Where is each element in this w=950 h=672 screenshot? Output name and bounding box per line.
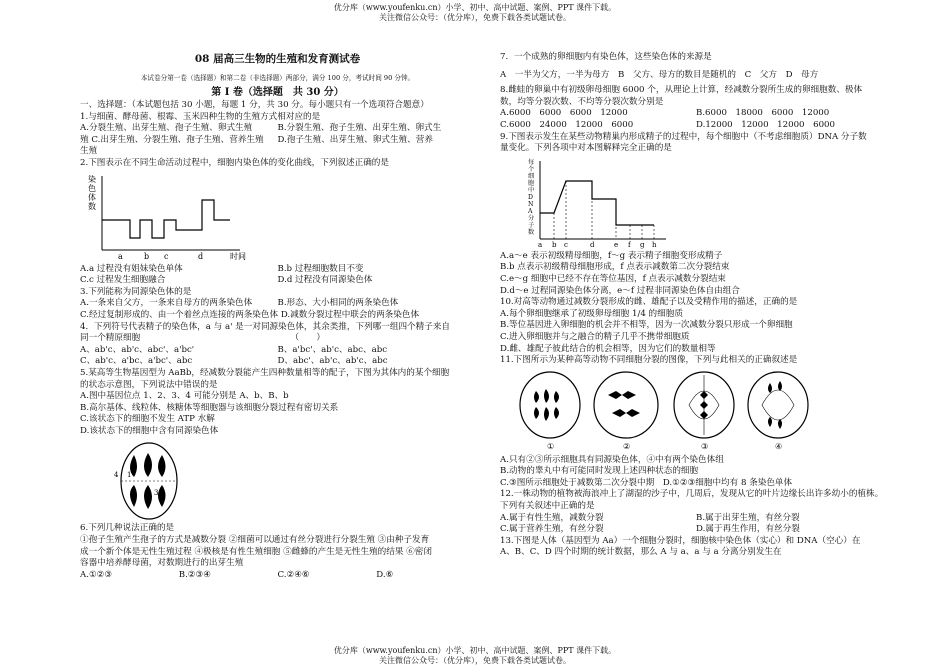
q7-option-c: C 父方 [744,69,777,80]
q13-stem-1: 13.下图是人体（基因型为 Aa）一个细胞分裂时，细胞核中染色体（实心）和 DNA（空心）在 [500,535,861,546]
q3-option-c-d [80,310,475,322]
q6-line-3: 容器中培养酵母菌，对数期进行的出芽生殖 [80,558,244,569]
fig9-ylabel-2: 个 [528,165,535,173]
q4-option-b: B、a'bc'、ab'c、abc、abc [277,344,388,355]
fig2-xlabel: 时间 [230,251,246,261]
fig11-label-4: ④ [775,441,783,451]
q12-option-d: D.属于再生作用，有丝分裂 [696,524,800,535]
q1-option-d: D.孢子生殖、出芽生殖、卵式生殖、营养 [277,134,433,145]
q7-stem: 7．一个成熟的卵细胞内有染色体，这些染色体的来源是 [500,52,712,62]
q12-options-row2 [500,524,892,536]
q9-option-b: B.b 点表示初级精母细胞形成，f 点表示减数第二次分裂结束 [500,262,730,273]
q8-option-d: D.12000 12000 12000 6000 [696,119,835,130]
q12-options-row1 [500,513,892,525]
q8-stem-1: 8.雌蛙的卵巢中有初级卵母细胞 6000 个，从理论上计算，经减数分裂所生成的卵细胞数、极体 [500,85,863,96]
fig9-ylabel-4: 胞 [528,179,535,187]
q12-stem-2: 下列有关叙述中正确的是 [500,501,595,512]
fig9-guides [554,181,654,239]
fig5-locus-2: 2 [145,489,150,498]
q12-option-a: A.属于有性生殖，减数分裂 [500,512,604,523]
q2-options-row2 [80,275,475,287]
fig9-ylabel-6: D [528,193,533,201]
q5-cell-figure [94,439,254,521]
right-column [500,52,892,559]
q4-stem-1: 4．下列符号代表精子的染色体，a 与 a' 是一对同源染色体，其余类推，下列哪一组四个精子来自 [80,321,451,332]
fig11-label-2: ② [623,441,631,451]
fig9-ylabel-1: 每 [528,158,535,166]
fig9-label-c: c [564,240,568,249]
q6-options [80,570,475,582]
q7-option-b: B 父方、母方的数目是随机的 [617,69,736,80]
q6-option-a: A.①②③ [80,569,113,580]
fig9-curve [540,181,654,225]
fig11-cell-1 [520,372,580,451]
fig2-ylabel-3: 体 [88,192,96,202]
q9-stem-2: 量变化。下列各项中对本图解释完全正确的是 [500,143,672,154]
q9-option-a: A.a～e 表示初级精母细胞，f～g 表示精子细胞变形成精子 [500,250,723,261]
q1-option-a: A.分裂生殖、出芽生殖、孢子生殖、卵式生殖 [80,123,253,134]
q11-option-c: C.③图所示细胞处于减数第二次分裂中期 [500,477,655,488]
q1-option-b: B.分裂生殖、孢子生殖、出芽生殖、卵式生 [277,123,442,134]
fig9-ylabel-5: 中 [528,186,535,194]
fig9-ylabel [527,158,535,236]
q4-option-c: C、ab'c、a'bc、a'bc'、abc [80,356,193,367]
fig2-ylabel-1: 染 [88,174,96,184]
q8-option-a: A.6000 6000 6000 12000 [500,108,628,119]
fig2-label-a: a [118,251,123,261]
q7-option-a: A 一半为父方，一半为母方 [500,69,610,80]
q10-option-c: C.进入卵细胞并与之融合的精子几乎不携带细胞质 [500,331,690,342]
q6-option-b: B.②③④ [178,569,211,580]
q5-option-b: B.高尔基体、线粒体、核糖体等细胞器与该细胞分裂过程有密切关系 [80,402,339,413]
fig2-label-c: c [164,251,169,261]
q5-option-c: C.该状态下的细胞不发生 ATP 水解 [80,414,215,425]
fig9-ylabel-10: 子 [528,221,535,229]
footer-line-2: 关注微信公众号：（优分库），免费下载各类试题试卷。 [379,656,571,665]
fig9-label-b: b [552,240,557,249]
header-line-1: 优分库（www.youfenku.cn）小学、初中、高中试题、案例、PPT 课件下载。 [333,3,617,12]
fig5-locus-4: 4 [114,471,119,480]
q8-options-row1 [500,108,892,120]
fig9-ylabel-11: 数 [528,228,535,236]
q10-option-a: A.每个卵细胞继承了初级卵母细胞 1/4 的细胞质 [500,308,683,319]
q5-option-d: D.该状态下的细胞中含有同源染色体 [80,425,219,436]
header-banner [0,3,950,23]
q4-option-a: A、ab'c、ab'c、abc'、a'bc' [80,344,195,355]
q7-options [500,70,892,82]
q11-stem: 11.下图所示为某种高等动物不同细胞分裂的图像，下列与此相关的正确叙述是 [500,355,798,366]
left-column [80,52,475,581]
q2-stem: 2.下图表示在不同生命活动过程中，细胞内染色体的变化曲线，下列叙述正确的是 [80,157,389,168]
q12-option-b: B.属于出芽生殖，有丝分裂 [696,512,800,523]
q10-stem: 10.对高等动物通过减数分裂形成的雌、雄配子以及受精作用的描述，正确的是 [500,297,798,308]
q1-option-c: 殖 C.出芽生殖、分裂生殖、孢子生殖、营养生殖 [80,134,264,145]
q2-option-d: D.d 过程没有同源染色体 [277,275,373,286]
q4-options-row1 [80,345,475,357]
q1-option-d-cont: 生殖 [80,146,98,157]
q11-cell-division-figure [514,369,814,453]
fig2-label-b: b [144,251,150,261]
q6-option-c: C.②④⑥ [277,569,310,580]
q12-stem-1: 12.一株动物的植物被海浪冲上了湖湿的沙子中，几周后，发现从它的叶片边缘长出许多幼小的植株。 [500,489,884,500]
fig11-cell-3 [674,372,734,451]
fig5-chromosomes-top [130,453,166,477]
q11-option-d: D.①②③细胞中均有 8 条染色单体 [662,477,793,488]
q9-dna-content-figure [526,157,676,249]
q2-option-c: C.c 过程发生细胞融合 [80,275,166,286]
fig9-label-g: g [640,240,645,249]
exam-note: 本试卷分第一卷（选择题）和第二卷（非选择题）两部分，满分 100 分，考试时间 90 分钟。 [140,74,415,82]
q6-line-1: ①孢子生殖产生孢子的方式是减数分裂 ②细菌可以通过有丝分裂进行分裂生殖 ③由种子发育 [80,535,430,546]
fig11-cell-4 [748,372,808,451]
q5-stem-2: 的状态示意图，下列说法中错误的是 [80,379,218,390]
q11-option-a: A.只有②③所示细胞具有同源染色体，④中有两个染色体组 [500,454,724,465]
fig9-ylabel-8: A [528,207,533,215]
fig11-cell-2 [594,372,658,451]
fig9-ylabel-9: 分 [528,214,535,222]
q9-option-c: C.e～g 细胞中已经不存在等位基因，f 点表示减数分裂结束 [500,273,726,284]
q6-option-d: D.⑥ [376,569,394,580]
section-heading: 第 I 卷（选择题 共 30 分） [211,87,344,98]
q9-option-d: D.d～e 过程同源染色体分离，e～f 过程非同源染色体自由组合 [500,285,740,296]
q8-option-c: C.6000 24000 12000 6000 [500,119,634,130]
fig9-label-e: e [614,240,619,249]
fig11-label-3: ③ [701,441,709,451]
exam-title: 08 届高三生物的生殖和发育测试卷 [194,53,361,65]
fig5-locus-3: 3 [154,489,159,498]
fig11-label-1: ① [547,441,555,451]
header-line-2: 关注微信公众号：（优分库），免费下载各类试题试卷。 [379,13,571,22]
q4-options-row2 [80,356,475,368]
q8-options-row2 [500,120,892,132]
q5-stem-1: 5.某高等生物基因型为 AaBb，经减数分裂能产生四种数量相等的配子，下图为其体内的某个细胞 [80,367,450,378]
q1-options-row2 [80,135,475,147]
q3-options-row1 [80,298,475,310]
q8-stem-2: 数，均等分裂次数、不均等分裂次数分别是 [500,96,664,107]
fig9-label-f: f [628,240,631,249]
fig2-ylabel-4: 数 [88,201,96,211]
q9-stem-1: 9.下图表示发生在某些动物精巢内形成精子的过程中，每个细胞中（不考虑细胞质）DNA 分子数 [500,131,867,142]
fig9-ylabel-7: N [528,200,534,208]
q12-option-c: C.属于营养生殖，有丝分裂 [500,524,604,535]
q6-line-2: 成一个新个体是无性生殖过程 ④极核是有性生殖细胞 ⑤雌蜂的产生是无性生殖的结果 ⑥密闭 [80,546,432,557]
footer-banner [0,646,950,666]
q4-stem-2: 同一个精原细胞 （ ） [80,333,325,344]
fig9-x-labels [538,241,657,249]
q11-option-b: B.动物的睾丸中有可能同时发现上述四种状态的细胞 [500,466,699,477]
q3-option-c: C.经过复制形成的、由一个着丝点连接的两条染色体 [80,309,279,320]
q7-option-d: D 母方 [785,69,819,80]
fig2-label-d: d [198,251,204,261]
q3-stem: 3.下列能称为同源染色体的是 [80,286,192,297]
q2-option-a: A.a 过程没有姐妹染色单体 [80,263,183,274]
q11-option-c-d [500,478,892,490]
q1-stem: 1.与细菌、酵母菌、根霉、玉米四种生物的生殖方式相对应的是 [80,111,321,122]
footer-line-1: 优分库（www.youfenku.cn）小学、初中、高中试题、案例、PPT 课件下载。 [333,646,617,655]
fig5-locus-1: 1 [127,471,132,480]
q13-stem-2: A、B、C、D 四个时期的统计数据，那么 A 与 a、a 与 a 分离分别发生在 [500,547,782,558]
q2-option-b: B.b 过程细胞数目不变 [277,263,364,274]
fig9-label-d: d [590,240,595,249]
fig2-ylabel-2: 色 [88,183,96,193]
q10-option-d: D.雌、雄配子彼此结合的机会相等，因为它们的数量相等 [500,343,716,354]
instructions: 一、选择题：（本试题包括 30 小题，每题 1 分，共 30 分。每小题只有一个选项符合题意） [80,100,429,110]
q2-options-row1 [80,264,475,276]
q10-option-b: B.等位基因进入卵细胞的机会并不相等，因为一次减数分裂只形成一个卵细胞 [500,320,793,331]
q3-option-b: B.形态、大小相同的两条染色体 [277,298,399,309]
q4-option-d: D、abc'、ab'c、ab'c、abc [277,356,388,367]
q2-chromosome-curve-figure [80,172,270,262]
q3-option-d: D.减数分裂过程中联会的两条染色体 [280,309,420,320]
fig9-ylabel-3: 细 [528,172,535,180]
q6-stem: 6.下列几种说法正确的是 [80,523,175,534]
fig9-label-a: a [538,240,543,249]
q1-options-row1 [80,123,475,135]
q5-option-a: A.图中基因位点 1、2、3、4 可能分别是 A、b、B、b [80,391,289,402]
q3-option-a: A.一条来自父方，一条来自母方的两条染色体 [80,298,253,309]
fig2-curve [102,200,230,238]
fig9-label-h: h [652,240,657,249]
q8-option-b: B.6000 18000 6000 12000 [696,108,830,119]
